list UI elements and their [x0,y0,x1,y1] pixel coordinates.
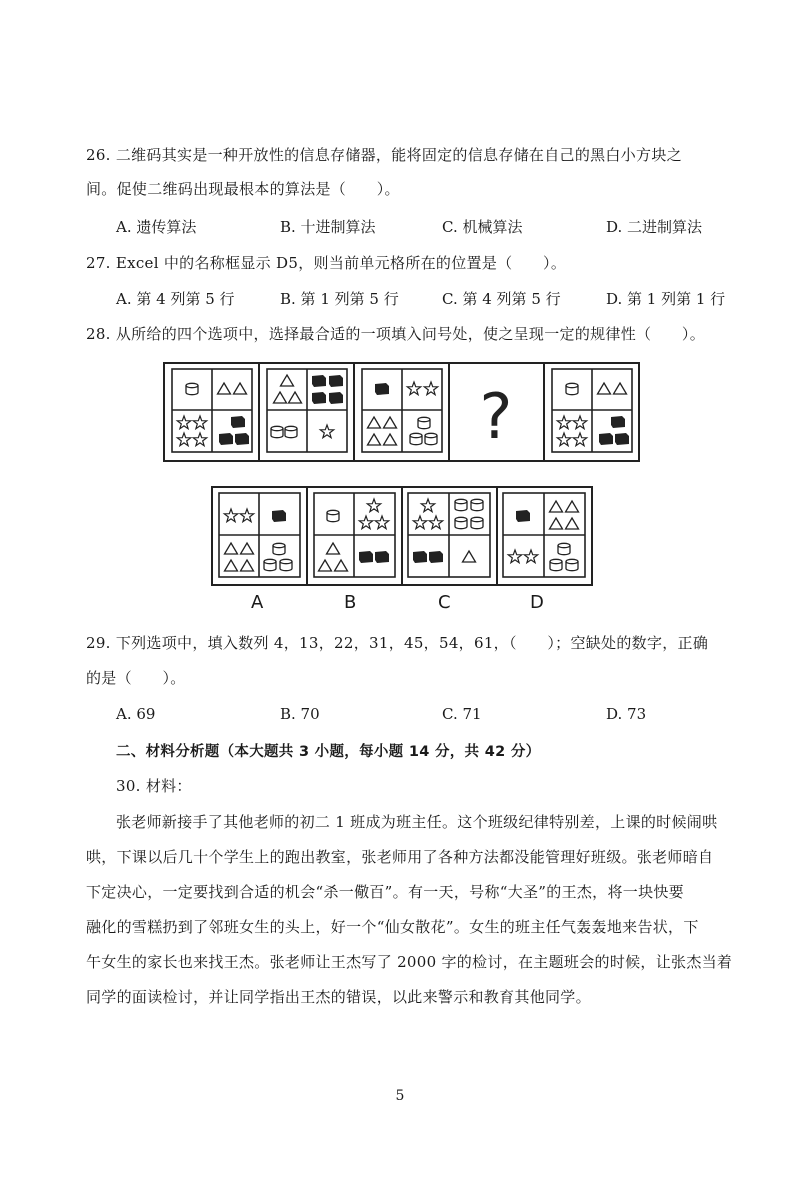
q26-option-d: D. 二进制算法 [606,218,703,236]
q28-sequence-strip [164,363,639,461]
q29-option-a: A. 69 [116,705,156,723]
q28-label-d: D [530,592,544,613]
q28-panel-5 [552,369,632,452]
q28-option-b-figure[interactable] [314,493,395,577]
q30-para-line: 张老师新接手了其他老师的初二 1 班成为班主任。这个班级纪律特别差，上课的时候闹哄 [116,813,718,831]
q28-panel-3 [362,369,442,452]
q28-panel-1 [172,369,252,452]
q28-question-mark: ? [479,380,513,453]
q29-stem-line1: 29. 下列选项中，填入数列 4，13，22，31，45，54，61，（ ）；空缺处的数字，正确 [86,634,709,652]
q26-option-b: B. 十进制算法 [280,218,376,236]
q28-option-a-figure[interactable] [219,493,300,577]
q26-option-a: A. 遗传算法 [116,218,197,236]
q27-option-b: B. 第 1 列第 5 行 [280,290,399,308]
q28-option-c-figure[interactable] [408,493,490,577]
q27-stem: 27. Excel 中的名称框显示 D5，则当前单元格所在的位置是（ ）。 [86,254,567,272]
q29-option-c: C. 71 [442,705,482,723]
q29-stem-line2: 的是（ ）。 [86,669,186,687]
q28-stem: 28. 从所给的四个选项中，选择最合适的一项填入问号处，使之呈现一定的规律性（ ）。 [86,325,706,343]
q27-option-a: A. 第 4 列第 5 行 [116,290,235,308]
q30-para-line: 融化的雪糕扔到了邻班女生的头上，好一个“仙女散花”。女生的班主任气轰轰地来告状，下 [86,918,699,936]
q27-option-d: D. 第 1 列第 1 行 [606,290,726,308]
q26-option-c: C. 机械算法 [442,218,523,236]
page-number: 5 [395,1088,405,1104]
q30-para-line: 下定决心，一定要找到合适的机会“杀一儆百”。有一天，号称“大圣”的王杰，将一块快要 [86,883,684,901]
q30-para-line: 同学的面读检讨，并让同学指出王杰的错误，以此来警示和教育其他同学。 [86,988,591,1006]
q28-label-b: B [344,592,357,613]
q26-stem-line1: 26. 二维码其实是一种开放性的信息存储器，能将固定的信息存储在自己的黑白小方块之 [86,146,682,164]
q29-option-b: B. 70 [280,705,320,723]
q26-stem-line2: 间。促使二维码出现最根本的算法是（ ）。 [86,180,400,198]
q28-panel-2 [267,369,347,452]
q28-option-d-figure[interactable] [503,493,585,577]
q28-options-strip [212,487,592,585]
q30-para-line: 哄，下课以后几十个学生上的跑出教室，张老师用了各种方法都没能管理好班级。张老师暗自 [86,848,714,866]
q30-para-line: 午女生的家长也来找王杰。张老师让王杰写了 2000 字的检讨，在主题班会的时候，让张杰当着 [86,953,733,971]
q27-option-c: C. 第 4 列第 5 行 [442,290,561,308]
q28-label-a: A [251,592,264,613]
q28-label-c: C [438,592,451,613]
q29-option-d: D. 73 [606,705,647,723]
q30-label: 30. 材料： [116,777,192,795]
section-2-heading: 二、材料分析题（本大题共 3 小题，每小题 14 分，共 42 分） [116,744,541,760]
